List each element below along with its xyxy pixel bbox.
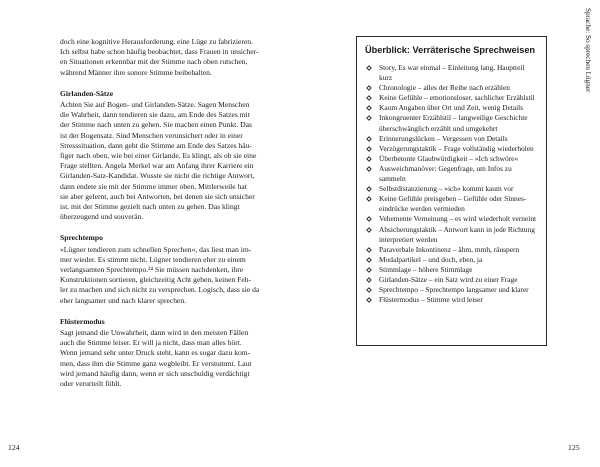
overview-box-title: Überblick: Verräterische Sprechweisen (365, 45, 536, 55)
overview-item-text: Modalpartikel – und doch, eben, ja (379, 254, 483, 264)
text-line: die Wahrheit, dann tendieren sie dazu, am Ende des Satzes mit (60, 110, 250, 120)
text-line: der Stimme nach unten zu gehen. Sie machen einen Punkt. Das (60, 120, 252, 130)
overview-list-item (365, 295, 538, 305)
overview-item-text: Vehemente Verneinung – es wird wiederholt verneint (379, 214, 537, 224)
overview-item-text: eindrücke werden vermieden (379, 204, 465, 214)
text-line: ler zu machen und sich nicht zu versprechen. Logisch, dass sie da (60, 285, 260, 295)
text-line: sie aber gelernt, auch bei Antworten, bei denen sie sich unsicher (60, 191, 255, 201)
text-line: Stresssituation, dann geht die Stimme am Ende des Satzes häu- (60, 140, 252, 150)
text-line: Girlanden-Satz-Kandidat. Wusste sie nicht die richtige Antwort, (60, 171, 255, 181)
overview-list-item (365, 194, 538, 214)
overview-item-text: überschwänglich erzählt und umgekehrt (379, 123, 498, 133)
overview-item-text: sammeln (379, 174, 406, 184)
text-line: Sagt jemand die Unwahrheit, dann wird in den meisten Fällen (60, 328, 249, 338)
section-paragraph-sprechtempo (60, 245, 278, 306)
overview-list-item (365, 214, 538, 224)
diamond-bullet-icon (366, 297, 372, 303)
text-line: Achten Sie auf Bogen- und Girlanden-Sätze. Sagen Menschen (60, 100, 250, 110)
text-line: figer nach oben, wie bei einer Girlande. Es klingt, als ob sie eine (60, 151, 257, 161)
diamond-bullet-icon (366, 247, 372, 253)
text-line: Konstruktionen sortieren, gleichzeitig Acht geben, keinen Feh- (60, 275, 252, 285)
overview-item-text: kurz (379, 73, 393, 83)
section-paragraph-fluestermodus (60, 328, 278, 389)
overview-list (365, 63, 538, 305)
text-line: während Männer ihre sonore Stimme beibehalten. (60, 67, 212, 77)
section-paragraph-girlanden (60, 100, 278, 222)
text-line: verlangsamten Sprechtempo.²⁴ Sie müssen nachdenken, ihre (60, 265, 244, 275)
text-line: doch eine kognitive Herausforderung, eine Lüge zu fabrizieren. (60, 37, 253, 46)
overview-list-item (365, 225, 538, 245)
text-line: ist, mit der Stimme gezielt nach unten zu gehen. Das klingt (60, 202, 240, 212)
text-line: wird jemand häufig dann, wenn er sich unschuldig verdächtigt (60, 368, 250, 378)
diamond-bullet-icon (366, 106, 372, 112)
section-heading-sprechtempo: Sprechtempo (60, 233, 103, 243)
overview-item-text: Story, Es war einmal – Einleitung lang, Hauptteil (379, 63, 525, 72)
diamond-bullet-icon (366, 196, 372, 202)
diamond-bullet-icon (366, 156, 372, 162)
overview-item-text: Keine Gefühle preisgeben – Gefühle oder Sinnes- (379, 194, 527, 204)
overview-item-text: Selbstdistanzierung – »ich« kommt kaum vor (379, 184, 514, 194)
page-number-left: 124 (8, 443, 20, 452)
text-line: »Lügner tendieren zum schnellen Sprechen«, das liest man im- (60, 244, 252, 254)
overview-item-text: Verzögerungstaktik – Frage vollständig wiederholen (379, 143, 534, 153)
overview-list-item (365, 93, 538, 103)
overview-item-text: Keine Gefühle – emotionsloser, sachlicher Erzählstil (379, 93, 535, 103)
overview-box (356, 36, 547, 346)
diamond-bullet-icon (366, 116, 372, 122)
left-page-body (60, 37, 278, 389)
diamond-bullet-icon (366, 217, 372, 223)
overview-item-text: Inkongruenter Erzählstil – langweilige Geschichte (379, 113, 528, 123)
overview-item-text: Ausweichmanöver: Gegenfrage, um Infos zu (379, 163, 512, 173)
diamond-bullet-icon (366, 95, 372, 101)
text-line: mer wieder. Es stimmt nicht. Lügner tendieren eher zu einem (60, 254, 246, 264)
diamond-bullet-icon (366, 166, 372, 172)
overview-item-text: Paraverbale Inkontinenz – ähm, mmh, räuspern (379, 244, 520, 254)
section-heading-girlanden: Girlanden-Sätze (60, 88, 114, 98)
overview-item-text: Stimmlage – höhere Stimmlage (379, 264, 473, 274)
overview-item-text: Überbetonte Glaubwürdigkeit – »Ich schwöre« (379, 153, 519, 163)
overview-list-item (365, 265, 538, 275)
text-line: ist der Bogensatz. Sind Menschen verunsichert oder in einer (60, 130, 243, 140)
text-line: Ich selbst habe schon häufig beobachtet, dass Frauen in unsicher- (60, 47, 259, 57)
overview-list-item (365, 164, 538, 184)
diamond-bullet-icon (366, 136, 372, 142)
diamond-bullet-icon (366, 267, 372, 273)
running-head: Sprache: So sprechen Lügner (584, 8, 592, 93)
overview-list-item (365, 83, 538, 93)
diamond-bullet-icon (366, 287, 372, 293)
overview-item-text: Absicherungstaktik – Antwort kann in jede Richtung (379, 224, 536, 234)
text-line: überzeugend und souverän. (60, 212, 144, 222)
overview-item-text: Girlanden-Sätze – ein Satz wird zu einer Frage (379, 274, 518, 284)
text-line: oder verurteilt fühlt. (60, 379, 122, 389)
overview-item-text: Flüstermodus – Stimme wird leiser (379, 295, 483, 305)
diamond-bullet-icon (366, 65, 372, 71)
diamond-bullet-icon (366, 277, 372, 283)
intro-paragraph (60, 37, 278, 78)
overview-list-item (365, 63, 538, 83)
overview-item-text: Sprechtempo – Sprechtempo langsamer und klarer (379, 285, 529, 295)
diamond-bullet-icon (366, 257, 372, 263)
overview-list-item (365, 134, 538, 144)
overview-list-item (365, 154, 538, 164)
overview-list-item (365, 255, 538, 265)
overview-list-item (365, 285, 538, 295)
overview-item-text: interpretiert werden (379, 234, 438, 244)
page-number-right: 125 (568, 443, 580, 452)
diamond-bullet-icon (366, 186, 372, 192)
diamond-bullet-icon (366, 85, 372, 91)
text-line: eher langsamer und nach klarer sprechen. (60, 295, 187, 305)
overview-list-item (365, 103, 538, 113)
text-line: dann endete sie mit der Stimme immer oben. Mittlerweile hat (60, 181, 247, 191)
text-line: men, dass ihm die Stimme ganz wegbleibt. Er verstummt. Laut (60, 358, 252, 368)
overview-list-item (365, 184, 538, 194)
section-heading-fluestermodus: Flüstermodus (60, 316, 105, 326)
diamond-bullet-icon (366, 146, 372, 152)
diamond-bullet-icon (366, 227, 372, 233)
overview-list-item (365, 113, 538, 133)
text-line: en Situationen erkennbar mit der Stimme nach oben rutschen, (60, 57, 248, 67)
text-line: Frage stellten. Angela Merkel war am Anfang ihrer Karriere ein (60, 161, 254, 171)
overview-item-text: Kaum Angaben über Ort und Zeit, wenig Details (379, 103, 524, 113)
overview-list-item (365, 275, 538, 285)
overview-list-item (365, 144, 538, 154)
text-line: auch die Stimme leiser. Er will ja nicht, dass man alles hört. (60, 338, 242, 348)
text-line: Wenn jemand sehr unter Druck steht, kann es sogar dazu kom- (60, 348, 251, 358)
overview-item-text: Erinnerungslücken – Vergessen von Details (379, 133, 508, 143)
overview-list-item (365, 245, 538, 255)
overview-item-text: Chronologie – alles der Reihe nach erzählen (379, 83, 510, 93)
